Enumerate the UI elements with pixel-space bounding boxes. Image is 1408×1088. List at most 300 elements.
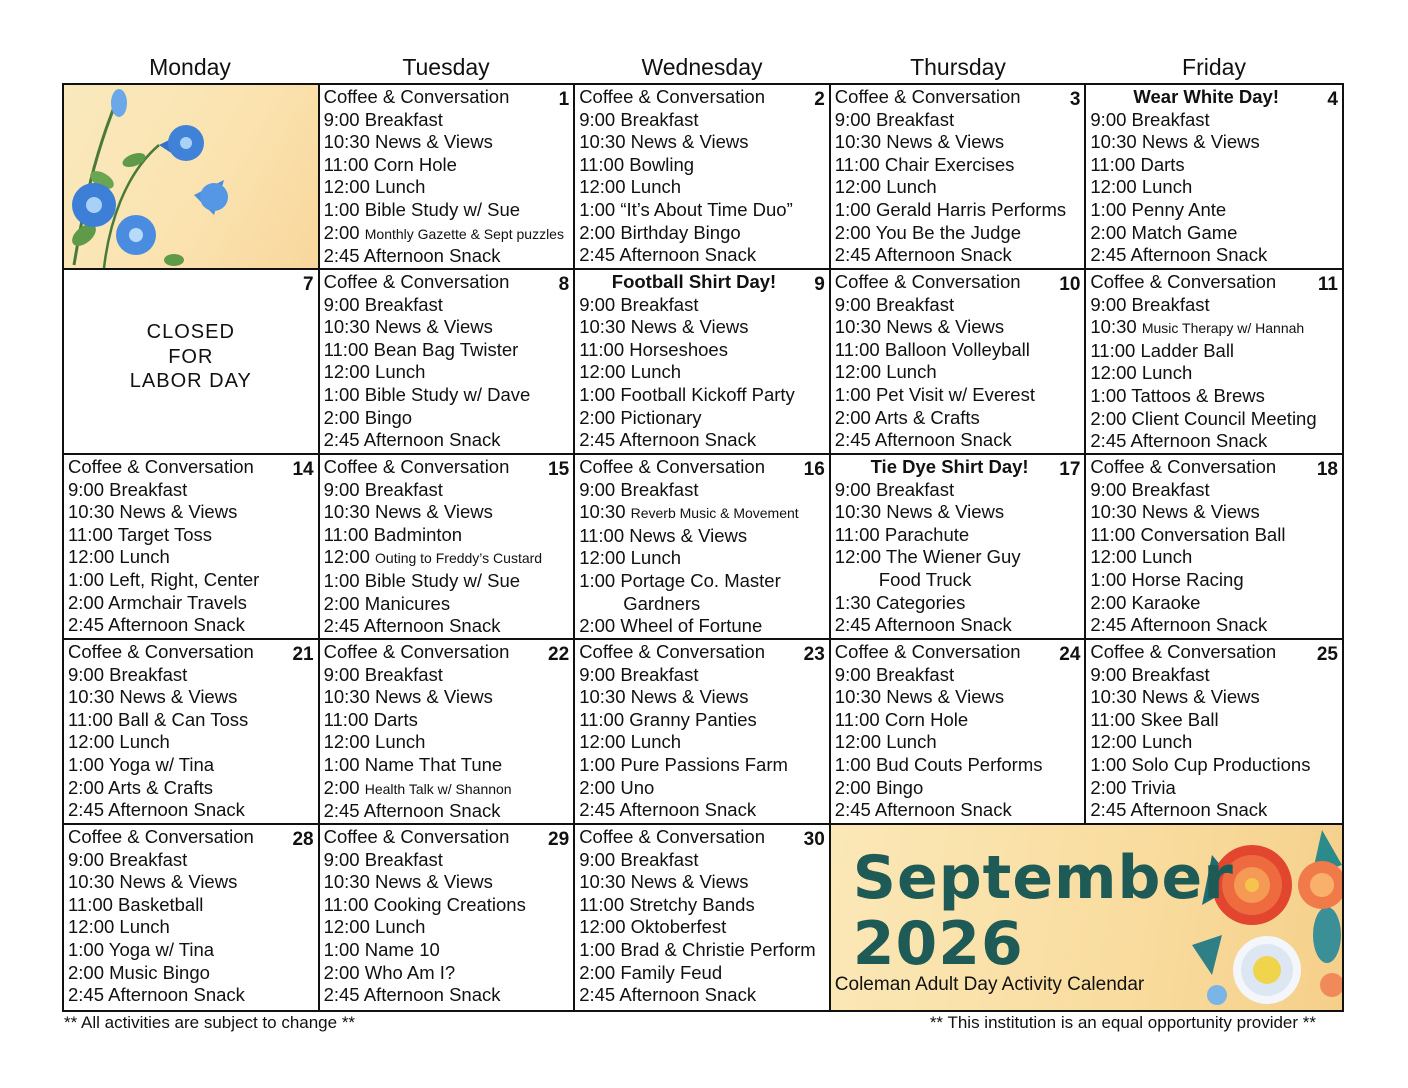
activity-text: 11:00 Target Toss — [68, 523, 212, 545]
activity-text: 2:00 Armchair Travels — [68, 591, 247, 613]
activity-text: 9:00 Breakfast — [68, 663, 188, 685]
activity-item — [579, 547, 829, 570]
calendar-day-8 — [320, 270, 576, 455]
activity-item — [1090, 456, 1342, 479]
activity-text: 2:00 You Be the Judge — [834, 221, 1021, 243]
activity-item — [579, 244, 829, 267]
activity-list — [575, 85, 829, 267]
activity-item — [579, 316, 829, 339]
activity-text: Coffee & Conversation — [579, 826, 765, 847]
calendar-grid — [62, 83, 1344, 1012]
activity-text: 9:00 Breakfast — [579, 478, 699, 500]
activity-item — [68, 501, 318, 524]
activity-list — [831, 455, 1085, 637]
activity-text: Coffee & Conversation — [579, 456, 765, 477]
activity-item — [324, 709, 574, 732]
calendar-day-24 — [831, 640, 1087, 825]
activity-item — [68, 777, 318, 800]
weekday-header-row — [62, 52, 1344, 82]
activity-item — [579, 826, 829, 849]
activity-text: Tie Dye Shirt Day! — [870, 456, 1029, 477]
activity-item — [1090, 777, 1342, 800]
activity-item — [324, 615, 574, 638]
calendar-day-7 — [64, 270, 320, 455]
activity-list — [831, 85, 1085, 267]
activity-text: 11:00 Ladder Ball — [1090, 339, 1235, 361]
activity-text: 11:00 Horseshoes — [579, 338, 728, 360]
activity-item — [1090, 199, 1342, 222]
closed-line: FOR — [168, 345, 214, 368]
activity-item — [324, 456, 574, 479]
activity-text: 10:30 — [1090, 316, 1137, 338]
activity-text: 9:00 Breakfast — [579, 848, 699, 870]
activity-item — [1090, 131, 1342, 154]
activity-text: 10:30 News & Views — [1090, 501, 1260, 523]
activity-item — [835, 222, 1085, 245]
activity-text: 1:00 Tattoos & Brews — [1090, 384, 1265, 406]
activity-item — [835, 384, 1085, 407]
activity-text: 9:00 Breakfast — [1090, 663, 1210, 685]
activity-text: 2:00 Who Am I? — [323, 961, 456, 983]
activity-item — [579, 641, 829, 664]
activity-text: 1:00 Bud Couts Performs — [834, 753, 1043, 775]
activity-text: 2:00 Birthday Bingo — [579, 221, 741, 243]
activity-item — [835, 429, 1085, 452]
activity-text: 11:00 Corn Hole — [834, 708, 969, 730]
activity-item — [835, 799, 1085, 822]
theme-day-title — [835, 456, 1085, 479]
activity-text: 2:00 Trivia — [1090, 776, 1176, 798]
activity-list — [1086, 85, 1342, 267]
activity-item — [1090, 385, 1342, 408]
activity-item — [835, 199, 1085, 222]
activity-text: 9:00 Breakfast — [579, 293, 699, 315]
footer-disclaimer: ** All activities are subject to change ** — [64, 1013, 356, 1032]
activity-text: 11:00 Skee Ball — [1090, 708, 1219, 730]
activity-text: 2:45 Afternoon Snack — [834, 799, 1012, 821]
activity-text: 2:45 Afternoon Snack — [68, 984, 245, 1006]
activity-item — [579, 777, 829, 800]
activity-text: 12:00 Lunch — [68, 916, 170, 938]
activity-item — [324, 361, 574, 384]
closed-line: LABOR DAY — [129, 370, 252, 392]
activity-text: 10:30 News & Views — [68, 871, 238, 893]
activity-text: 12:00 Lunch — [323, 916, 426, 938]
activity-text: 9:00 Breakfast — [323, 848, 443, 870]
activity-text: 1:00 Bible Study w/ Sue — [323, 569, 521, 591]
activity-text: 2:45 Afternoon Snack — [579, 799, 757, 821]
activity-item — [835, 501, 1085, 524]
activity-item — [1090, 709, 1342, 732]
activity-text: 2:00 Arts & Crafts — [834, 406, 980, 428]
activity-text: 2:00 Arts & Crafts — [68, 776, 213, 798]
activity-item — [835, 109, 1085, 132]
activity-text: 10:30 News & Views — [834, 501, 1005, 523]
activity-text: 9:00 Breakfast — [68, 848, 188, 870]
activity-item — [579, 131, 829, 154]
activity-text: 11:00 Cooking Creations — [323, 893, 526, 915]
activity-item — [1090, 222, 1342, 245]
activity-list — [64, 455, 318, 637]
activity-item — [835, 176, 1085, 199]
activity-text: 9:00 Breakfast — [323, 663, 443, 685]
morning-glory-illustration — [64, 85, 320, 270]
activity-item — [579, 86, 829, 109]
activity-item — [579, 361, 829, 384]
activity-item — [579, 407, 829, 430]
activity-item — [835, 777, 1085, 800]
activity-item — [324, 501, 574, 524]
activity-item — [1090, 686, 1342, 709]
activity-item — [324, 199, 574, 222]
activity-text: 2:45 Afternoon Snack — [579, 429, 757, 451]
activity-text: Coffee & Conversation — [323, 271, 510, 292]
activity-text: 2:00 Wheel of Fortune — [579, 615, 763, 637]
activity-text: Coffee & Conversation — [1090, 271, 1277, 292]
activity-text: 11:00 Balloon Volleyball — [834, 338, 1030, 360]
activity-item — [68, 456, 318, 479]
activity-item — [835, 244, 1085, 267]
activity-text: 1:00 Football Kickoff Party — [579, 383, 795, 405]
activity-item — [1090, 664, 1342, 687]
activity-item — [324, 826, 574, 849]
activity-list — [831, 270, 1085, 452]
activity-text: 2:45 Afternoon Snack — [579, 984, 757, 1006]
activity-item — [324, 131, 574, 154]
activity-text: 11:00 Darts — [323, 708, 418, 730]
activity-item — [1090, 362, 1342, 385]
activity-text: 2:45 Afternoon Snack — [68, 614, 245, 636]
activity-text: 10:30 News & Views — [834, 686, 1005, 708]
activity-text: 2:00 Karaoke — [1090, 591, 1201, 613]
day-number: 16 — [803, 459, 825, 480]
activity-text: 9:00 Breakfast — [323, 478, 443, 500]
activity-item — [324, 849, 574, 872]
activity-list — [320, 640, 574, 823]
activity-item — [579, 176, 829, 199]
activity-text: 1:00 Solo Cup Productions — [1090, 753, 1311, 775]
activity-text: 1:00 Horse Racing — [1090, 568, 1244, 590]
activity-text: 1:00 Penny Ante — [1090, 198, 1227, 220]
activity-list — [320, 825, 574, 1007]
morning-glory-flowers-icon — [64, 85, 318, 268]
activity-text: 1:00 Bible Study w/ Sue — [323, 198, 521, 220]
day-number: 4 — [1327, 89, 1338, 110]
activity-list — [320, 85, 574, 268]
activity-text: 2:45 Afternoon Snack — [579, 244, 757, 266]
day-number: 28 — [292, 829, 314, 850]
activity-item — [579, 222, 829, 245]
activity-item — [579, 962, 829, 985]
activity-item — [1090, 408, 1342, 431]
month-name: September — [852, 843, 1234, 913]
activity-item — [835, 754, 1085, 777]
activity-item — [324, 593, 574, 616]
activity-text: Football Shirt Day! — [611, 271, 777, 292]
activity-item — [324, 316, 574, 339]
calendar-day-10 — [831, 270, 1087, 455]
calendar-day-21 — [64, 640, 320, 825]
activity-text: 2:00 Family Feud — [579, 961, 723, 983]
activity-item — [579, 984, 829, 1007]
activity-list — [320, 455, 574, 638]
activity-item — [1090, 316, 1342, 340]
activity-item — [324, 176, 574, 199]
activity-item — [835, 271, 1085, 294]
theme-day-title — [579, 271, 829, 294]
activity-item — [579, 294, 829, 317]
activity-text: 2:00 — [323, 776, 360, 798]
activity-item — [835, 592, 1085, 615]
activity-text: 2:45 Afternoon Snack — [323, 800, 501, 822]
activity-item — [324, 271, 574, 294]
activity-text: 10:30 News & Views — [323, 686, 493, 708]
activity-item — [68, 894, 318, 917]
activity-item — [579, 709, 829, 732]
activity-item — [1090, 641, 1342, 664]
activity-text: 2:45 Afternoon Snack — [1090, 244, 1268, 266]
activity-item — [579, 525, 829, 548]
activity-text: 1:00 Gerald Harris Performs — [834, 198, 1067, 220]
day-number: 11 — [1317, 274, 1338, 295]
weekday-monday: Monday — [149, 54, 231, 80]
activity-text: Coffee & Conversation — [323, 456, 510, 477]
activity-text: 11:00 Parachute — [834, 523, 970, 545]
day-number: 3 — [1069, 89, 1081, 110]
activity-item — [324, 686, 574, 709]
activity-text: 2:00 Match Game — [1090, 221, 1238, 243]
activity-text: 12:00 Lunch — [323, 361, 426, 383]
day-number: 1 — [558, 89, 570, 110]
activity-item — [579, 686, 829, 709]
activity-text: 2:45 Afternoon Snack — [323, 984, 501, 1006]
activity-item — [324, 245, 574, 268]
day-number: 30 — [803, 829, 825, 850]
calendar-day-15 — [320, 455, 576, 640]
weekday-friday: Friday — [1182, 54, 1246, 80]
activity-text: 2:00 — [323, 221, 360, 243]
activity-text: 9:00 Breakfast — [579, 108, 699, 130]
activity-item — [68, 939, 318, 962]
activity-item — [324, 479, 574, 502]
activity-item — [68, 916, 318, 939]
activity-text: 12:00 Oktoberfest — [579, 916, 727, 938]
activity-text: 12:00 Lunch — [579, 547, 682, 569]
activity-text: 10:30 News & Views — [68, 501, 238, 523]
activity-text: 1:00 “It’s About Time Duo” — [579, 198, 793, 220]
activity-item — [1090, 754, 1342, 777]
activity-list — [1086, 640, 1342, 822]
activity-item — [835, 641, 1085, 664]
activity-item — [68, 664, 318, 687]
activity-item — [324, 546, 574, 570]
footer-equal-opportunity: ** This institution is an equal opportunity provider ** — [929, 1013, 1316, 1032]
activity-item — [835, 407, 1085, 430]
day-number: 22 — [548, 644, 570, 665]
activity-item — [324, 894, 574, 917]
activity-item — [579, 754, 829, 777]
day-number: 18 — [1316, 459, 1338, 480]
calendar-day-9 — [575, 270, 831, 455]
activity-item — [324, 294, 574, 317]
activity-text: 1:00 Left, Right, Center — [68, 568, 260, 590]
activity-item — [324, 407, 574, 430]
activity-text: 1:00 Yoga w/ Tina — [68, 938, 215, 960]
activity-item — [579, 479, 829, 502]
activity-list — [1086, 455, 1342, 637]
activity-text: 11:00 Granny Panties — [579, 708, 757, 730]
activity-text: Coffee & Conversation — [323, 86, 510, 107]
activity-item — [835, 731, 1085, 754]
activity-text: 9:00 Breakfast — [1090, 478, 1210, 500]
activity-item — [579, 871, 829, 894]
activity-item — [1090, 569, 1342, 592]
activity-text: Coffee & Conversation — [579, 86, 765, 107]
activity-detail: Monthly Gazette & Sept puzzles — [364, 225, 564, 242]
activity-text: Coffee & Conversation — [1090, 456, 1277, 477]
day-number: 25 — [1316, 644, 1338, 665]
activity-text: 1:00 Portage Co. Master — [579, 569, 781, 591]
activity-item — [324, 154, 574, 177]
activity-item — [1090, 244, 1342, 267]
activity-text: 9:00 Breakfast — [834, 108, 955, 130]
activity-text: 10:30 News & Views — [579, 316, 749, 338]
activity-item — [68, 614, 318, 637]
calendar-day-22 — [320, 640, 576, 825]
activity-item — [579, 570, 829, 593]
activity-item — [1090, 614, 1342, 637]
calendar-day-11 — [1086, 270, 1342, 455]
activity-item — [835, 131, 1085, 154]
activity-text: 1:00 Name That Tune — [323, 753, 503, 775]
activity-text: 12:00 Lunch — [1090, 731, 1193, 753]
activity-text: 12:00 Lunch — [1090, 362, 1193, 384]
calendar-day-14 — [64, 455, 320, 640]
activity-item — [68, 641, 318, 664]
activity-text: 10:30 News & Views — [1090, 131, 1260, 153]
activity-detail: Reverb Music & Movement — [630, 505, 799, 522]
calendar-day-1 — [320, 85, 576, 270]
day-number: 24 — [1059, 644, 1081, 665]
activity-text: 2:45 Afternoon Snack — [834, 429, 1012, 451]
activity-item — [579, 456, 829, 479]
activity-item — [835, 546, 1085, 569]
activity-text: 11:00 Chair Exercises — [834, 153, 1015, 175]
activity-item — [835, 686, 1085, 709]
activity-item — [1090, 271, 1342, 294]
activity-text: 10:30 News & Views — [834, 316, 1005, 338]
activity-item — [1090, 524, 1342, 547]
activity-item — [324, 384, 574, 407]
activity-item — [1090, 592, 1342, 615]
activity-item — [324, 939, 574, 962]
activity-text: 9:00 Breakfast — [834, 478, 955, 500]
activity-item — [324, 339, 574, 362]
activity-item — [1090, 430, 1342, 453]
activity-item — [1090, 501, 1342, 524]
activity-item — [324, 984, 574, 1007]
calendar-day-17 — [831, 455, 1087, 640]
activity-text: 10:30 News & Views — [579, 871, 749, 893]
activity-text: 12:00 Lunch — [323, 731, 426, 753]
activity-item — [68, 569, 318, 592]
activity-text: 1:30 Categories — [834, 591, 966, 613]
activity-text: 2:00 Bingo — [834, 776, 924, 798]
activity-text: 9:00 Breakfast — [68, 478, 188, 500]
closed-notice — [64, 320, 318, 394]
activity-text: 10:30 News & Views — [323, 316, 493, 338]
activity-item — [68, 962, 318, 985]
activity-text: 1:00 Yoga w/ Tina — [68, 753, 215, 775]
activity-text: Coffee & Conversation — [68, 641, 254, 662]
activity-item — [68, 524, 318, 547]
activity-text: Coffee & Conversation — [323, 641, 510, 662]
activity-item — [324, 754, 574, 777]
activity-item — [835, 524, 1085, 547]
weekday-thursday: Thursday — [910, 54, 1006, 80]
activity-text: 9:00 Breakfast — [1090, 293, 1210, 315]
activity-item — [1090, 479, 1342, 502]
day-number: 7 — [303, 274, 314, 295]
activity-item — [324, 222, 574, 246]
calendar-day-16 — [575, 455, 831, 640]
activity-text: Gardners — [623, 592, 701, 614]
activity-text: 9:00 Breakfast — [834, 293, 955, 315]
activity-text: 12:00 Lunch — [834, 731, 937, 753]
activity-item — [579, 339, 829, 362]
activity-item — [835, 154, 1085, 177]
year: 2026 — [852, 909, 1024, 979]
activity-item — [324, 916, 574, 939]
activity-item — [68, 686, 318, 709]
activity-text: 11:00 Ball & Can Toss — [68, 708, 249, 730]
activity-text: 11:00 Bowling — [579, 153, 695, 175]
calendar-day-28 — [64, 825, 320, 1010]
weekday-tuesday: Tuesday — [402, 54, 490, 80]
day-number: 9 — [814, 274, 825, 295]
activity-text: Wear White Day! — [1133, 86, 1280, 107]
day-number: 14 — [292, 459, 314, 480]
activity-text: 2:00 Uno — [579, 776, 655, 798]
activity-item — [1090, 294, 1342, 317]
activity-text: Coffee & Conversation — [1090, 641, 1277, 662]
activity-text: Food Truck — [878, 568, 972, 590]
activity-text: 2:00 Pictionary — [579, 406, 702, 428]
activity-text: 2:00 Bingo — [323, 406, 413, 428]
activity-item — [1090, 546, 1342, 569]
activity-text: 2:45 Afternoon Snack — [68, 799, 245, 821]
activity-item — [324, 429, 574, 452]
activity-text: 2:00 Manicures — [323, 592, 451, 614]
activity-list — [575, 270, 829, 452]
activity-text: 1:00 Bible Study w/ Dave — [323, 383, 531, 405]
activity-item — [579, 731, 829, 754]
activity-text: 12:00 Lunch — [579, 176, 682, 198]
activity-item — [68, 754, 318, 777]
activity-text: Coffee & Conversation — [834, 271, 1021, 292]
activity-text: 2:45 Afternoon Snack — [1090, 614, 1268, 636]
activity-item — [324, 86, 574, 109]
activity-item — [835, 479, 1085, 502]
activity-text: 12:00 The Wiener Guy — [834, 546, 1021, 568]
activity-text: 10:30 News & Views — [68, 686, 238, 708]
activity-item — [68, 984, 318, 1007]
activity-list — [320, 270, 574, 452]
activity-item — [68, 709, 318, 732]
activity-text: 12:00 Lunch — [579, 361, 682, 383]
activity-text: 11:00 Conversation Ball — [1090, 523, 1286, 545]
activity-text: 12:00 Lunch — [579, 731, 682, 753]
